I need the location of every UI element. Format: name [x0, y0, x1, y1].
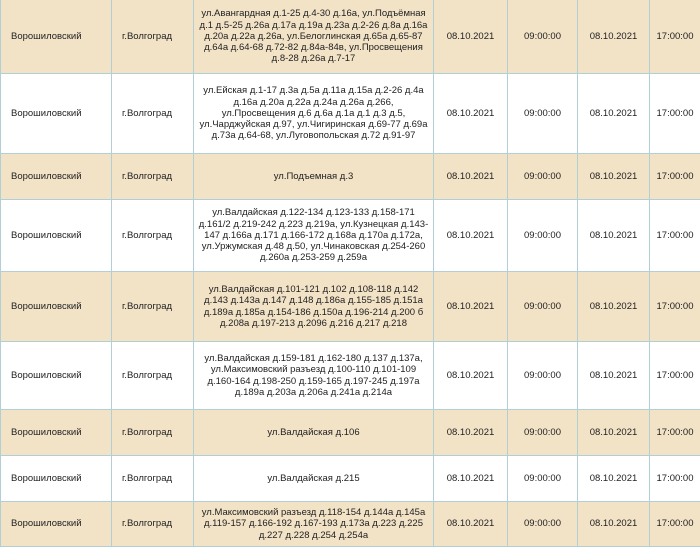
end-date-cell: 08.10.2021: [578, 410, 650, 456]
district-cell: Ворошиловский: [1, 502, 112, 547]
district-cell: Ворошиловский: [1, 74, 112, 154]
district-cell: Ворошиловский: [1, 200, 112, 272]
table-row: [1, 456, 700, 502]
city-cell: г.Волгоград: [112, 154, 194, 200]
city-cell: г.Волгоград: [112, 342, 194, 410]
table-row: [1, 410, 700, 456]
address-cell: ул.Валдайская д.159-181 д.162-180 д.137 д.137а, ул.Максимовский разъезд д.100-110 д.101-109 д.160-164 д.198-250 д.159-165 д.197-245 д.197а д.189а д.203а д.206а д.241а д.214а: [194, 342, 434, 410]
end-time-cell: 17:00:00: [650, 410, 700, 456]
end-time-cell: 17:00:00: [650, 154, 700, 200]
address-cell: ул.Валдайская д.106: [194, 410, 434, 456]
city-cell: г.Волгоград: [112, 74, 194, 154]
end-date-cell: 08.10.2021: [578, 272, 650, 342]
start-date-cell: 08.10.2021: [434, 0, 508, 74]
start-date-cell: 08.10.2021: [434, 410, 508, 456]
end-time-cell: 17:00:00: [650, 74, 700, 154]
city-cell: г.Волгоград: [112, 0, 194, 74]
start-time-cell: 09:00:00: [508, 272, 578, 342]
end-date-cell: 08.10.2021: [578, 456, 650, 502]
start-date-cell: 08.10.2021: [434, 200, 508, 272]
district-cell: Ворошиловский: [1, 272, 112, 342]
start-time-cell: 09:00:00: [508, 456, 578, 502]
end-time-cell: 17:00:00: [650, 0, 700, 74]
end-date-cell: 08.10.2021: [578, 342, 650, 410]
city-cell: г.Волгоград: [112, 410, 194, 456]
start-date-cell: 08.10.2021: [434, 502, 508, 547]
start-time-cell: 09:00:00: [508, 0, 578, 74]
address-cell: ул.Валдайская д.122-134 д.123-133 д.158-171 д.161/2 д.219-242 д.223 д.219а, ул.Кузнецкая д.143-147 д.166а д.171 д.166-172 д.168а д.170а д.172а, ул.Уржумская д.48 д.50, ул.Чинаковская д.254-260 д.260а д.253-259 д.259а: [194, 200, 434, 272]
city-cell: г.Волгоград: [112, 502, 194, 547]
end-time-cell: 17:00:00: [650, 502, 700, 547]
end-date-cell: 08.10.2021: [578, 200, 650, 272]
end-date-cell: 08.10.2021: [578, 0, 650, 74]
start-date-cell: 08.10.2021: [434, 272, 508, 342]
district-cell: Ворошиловский: [1, 0, 112, 74]
end-date-cell: 08.10.2021: [578, 74, 650, 154]
end-date-cell: 08.10.2021: [578, 154, 650, 200]
start-time-cell: 09:00:00: [508, 410, 578, 456]
district-cell: Ворошиловский: [1, 410, 112, 456]
district-cell: Ворошиловский: [1, 342, 112, 410]
address-cell: ул.Максимовский разъезд д.118-154 д.144а д.145а д.119-157 д.166-192 д.167-193 д.173а д.223 д.225 д.227 д.228 д.254 д.254а: [194, 502, 434, 547]
start-date-cell: 08.10.2021: [434, 342, 508, 410]
start-time-cell: 09:00:00: [508, 154, 578, 200]
district-cell: Ворошиловский: [1, 456, 112, 502]
start-time-cell: 09:00:00: [508, 200, 578, 272]
city-cell: г.Волгоград: [112, 200, 194, 272]
end-time-cell: 17:00:00: [650, 456, 700, 502]
start-date-cell: 08.10.2021: [434, 74, 508, 154]
address-cell: ул.Подъемная д.3: [194, 154, 434, 200]
table-row: [1, 200, 700, 272]
address-cell: ул.Валдайская д.101-121 д.102 д.108-118 д.142 д.143 д.143а д.147 д.148 д.186а д.155-185 д.151а д.189а д.185а д.154-186 д.150а д.196-214 д.200 б д.208а д.197-213 д.2096 д.216 д.217 д.218: [194, 272, 434, 342]
address-cell: ул.Валдайская д.215: [194, 456, 434, 502]
end-time-cell: 17:00:00: [650, 272, 700, 342]
table-row: [1, 342, 700, 410]
table-row: [1, 74, 700, 154]
district-cell: Ворошиловский: [1, 154, 112, 200]
start-time-cell: 09:00:00: [508, 502, 578, 547]
table-row: [1, 502, 700, 547]
address-cell: ул.Авангардная д.1-25 д.4-30 д.16а, ул.Подъёмная д.1 д.5-25 д.26а д.17а д.19а д.23а д.2-26 д.8а д.16а д.20а д.22а д.26а, ул.Белоглинская д.65а д.65-87 д.64а д.64-68 д.72-82 д.84а-84в, ул.Просвещения д.8-28 д.26а д.7-17: [194, 0, 434, 74]
start-date-cell: 08.10.2021: [434, 456, 508, 502]
end-time-cell: 17:00:00: [650, 342, 700, 410]
table-row: [1, 0, 700, 74]
city-cell: г.Волгоград: [112, 456, 194, 502]
start-time-cell: 09:00:00: [508, 74, 578, 154]
city-cell: г.Волгоград: [112, 272, 194, 342]
end-date-cell: 08.10.2021: [578, 502, 650, 547]
end-time-cell: 17:00:00: [650, 200, 700, 272]
table-row: [1, 272, 700, 342]
start-date-cell: 08.10.2021: [434, 154, 508, 200]
table-row: [1, 154, 700, 200]
start-time-cell: 09:00:00: [508, 342, 578, 410]
address-cell: ул.Ейская д.1-17 д.3а д.5а д.11а д.15а д.2-26 д.4а д.16а д.20а д.22а д.24а д.26а д.266, ул.Просвещения д.6 д.6а д.1а д.1 д.3 д.5, ул.Чарджуйская д.97, ул.Чигиринская д.69-77 д.69а д.73а д.64-68, ул.Луговопольская д.72 д.91-97: [194, 74, 434, 154]
